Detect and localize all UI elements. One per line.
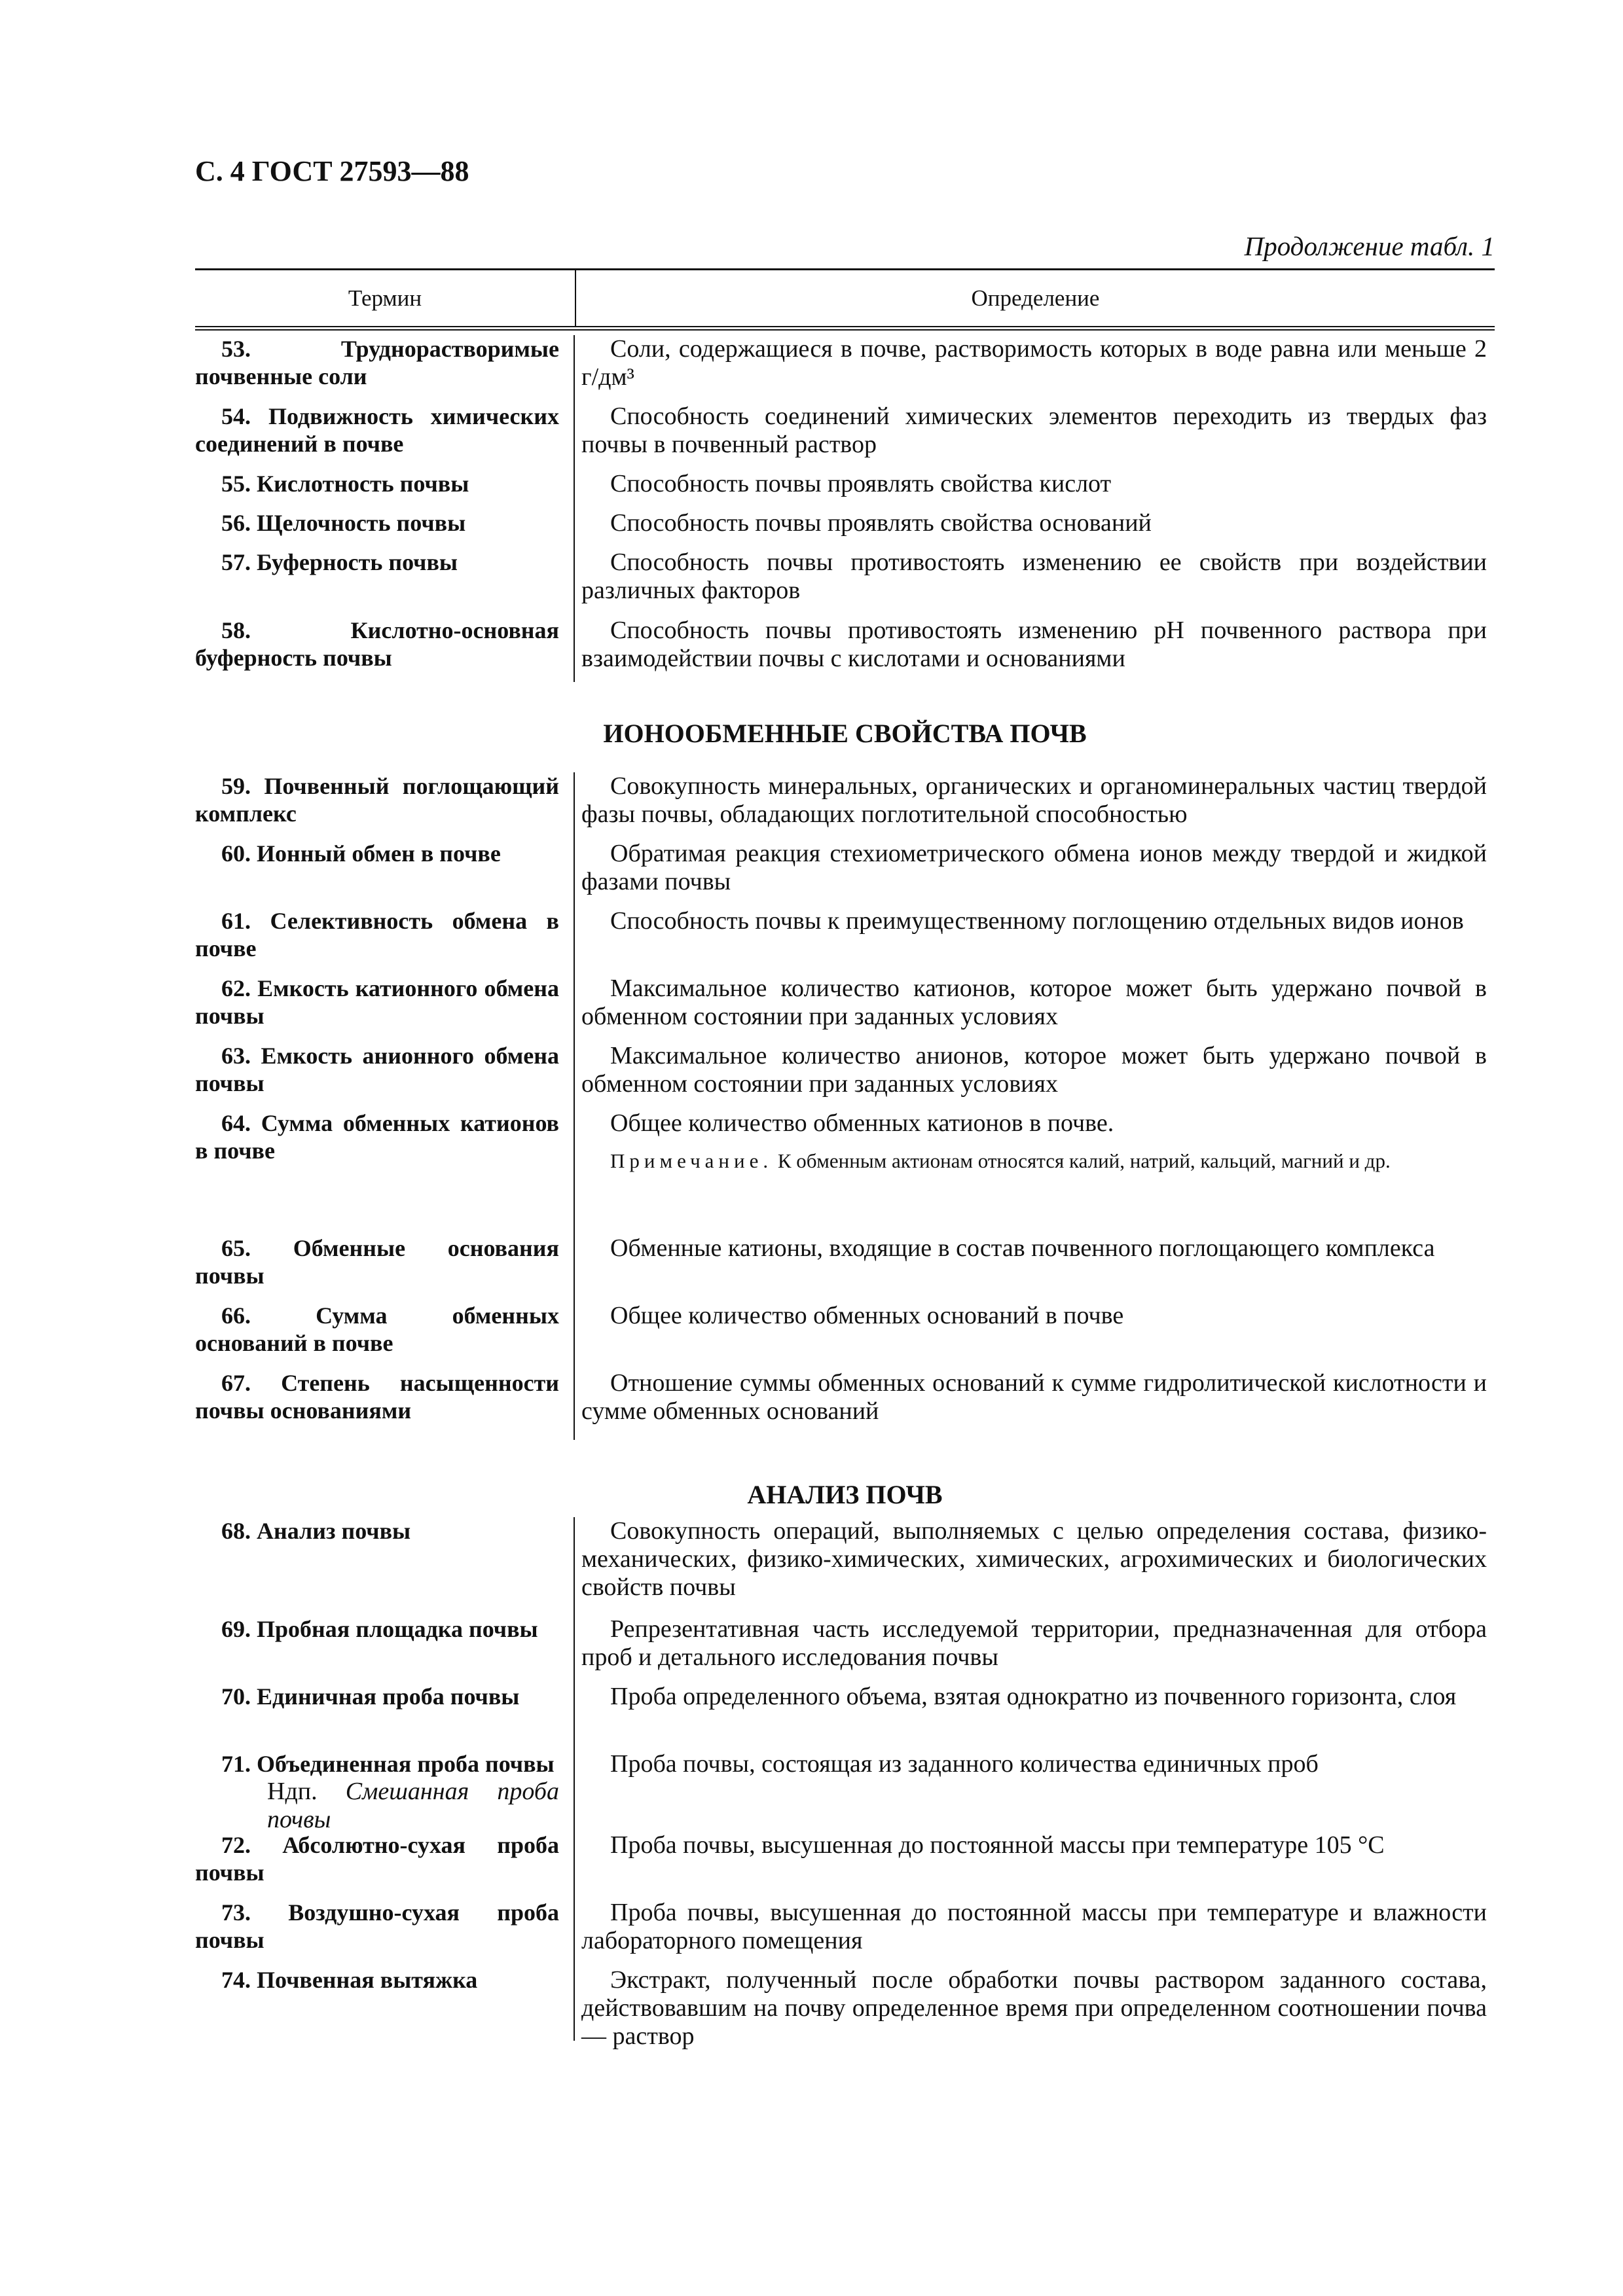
definition-text: Обменные катионы, входящие в состав почвенного поглощающего комплекса bbox=[610, 1234, 1435, 1262]
term-text: 58. Кислотно-основная буферность почвы bbox=[195, 617, 559, 671]
column-header-definition: Определение bbox=[575, 270, 1495, 326]
term-text: 69. Пробная площадка почвы bbox=[221, 1616, 538, 1642]
table-row bbox=[195, 1615, 1495, 1672]
definition-text: Проба почвы, состоящая из заданного количества единичных проб bbox=[610, 1750, 1319, 1778]
term-text: 62. Емкость катионного обмена почвы bbox=[195, 975, 559, 1029]
definition-text: Способность почвы проявлять свойства кислот bbox=[610, 470, 1112, 497]
definition-text: Способность почвы противостоять изменению ее свойств при воздействии различных факторов bbox=[581, 548, 1487, 604]
definition-text: Совокупность операций, выполняемых с целью определения состава, физико-механических, физико-химических, химических, агрохимических и биологических свойств почвы bbox=[581, 1517, 1487, 1601]
definition-text: Максимальное количество анионов, которое может быть удержано почвой в обменном состоянии при заданных условиях bbox=[581, 1042, 1487, 1098]
term-text: 60. Ионный обмен в почве bbox=[221, 840, 501, 867]
term-cell bbox=[195, 335, 567, 391]
definition-note bbox=[581, 1148, 1487, 1174]
term-cell bbox=[195, 975, 567, 1031]
table-row bbox=[195, 335, 1495, 391]
term-cell bbox=[195, 470, 567, 498]
term-cell bbox=[195, 772, 567, 829]
definition-cell bbox=[567, 772, 1487, 829]
term-cell bbox=[195, 1042, 567, 1098]
term-cell bbox=[195, 907, 567, 962]
term-text: 57. Буферность почвы bbox=[221, 549, 458, 575]
definition-cell bbox=[567, 1831, 1487, 1886]
definition-cell bbox=[567, 548, 1487, 605]
note-text: К обменным актионам относятся калий, натрий, кальций, магний и др. bbox=[777, 1149, 1391, 1172]
table-row bbox=[195, 1750, 1495, 1834]
definition-cell bbox=[567, 403, 1487, 459]
definition-text: Общее количество обменных катионов в почве. bbox=[610, 1109, 1114, 1137]
term-text: 71. Объединенная проба почвы bbox=[221, 1751, 555, 1777]
table-row bbox=[195, 1899, 1495, 1955]
term-text: 66. Сумма обменных оснований в почве bbox=[195, 1302, 559, 1356]
table-row bbox=[195, 1683, 1495, 1711]
term-text: 65. Обменные основания почвы bbox=[195, 1235, 559, 1289]
term-cell bbox=[195, 509, 567, 537]
term-cell bbox=[195, 840, 567, 896]
page-header: С. 4 ГОСТ 27593—88 bbox=[195, 155, 469, 187]
definition-text: Способность соединений химических элементов переходить из твердых фаз почвы в почвенный раствор bbox=[581, 403, 1487, 458]
table-row bbox=[195, 1831, 1495, 1886]
synonym-text: Смешанная проба почвы bbox=[267, 1778, 559, 1833]
definition-cell bbox=[567, 1966, 1487, 2051]
table-row bbox=[195, 1042, 1495, 1098]
table-row bbox=[195, 1234, 1495, 1289]
table-row bbox=[195, 1302, 1495, 1357]
term-cell bbox=[195, 1234, 567, 1289]
definition-cell bbox=[567, 617, 1487, 673]
definition-cell bbox=[567, 1302, 1487, 1357]
definition-cell bbox=[567, 1615, 1487, 1672]
term-cell bbox=[195, 1517, 567, 1602]
term-text: 55. Кислотность почвы bbox=[221, 471, 469, 497]
term-text: 70. Единичная проба почвы bbox=[221, 1683, 520, 1710]
term-text: 64. Сумма обменных катионов в почве bbox=[195, 1110, 559, 1164]
table-header bbox=[195, 268, 1495, 331]
term-cell bbox=[195, 1831, 567, 1886]
deprecated-synonym bbox=[195, 1778, 559, 1834]
definition-text: Проба определенного объема, взятая однократно из почвенного горизонта, слоя bbox=[610, 1683, 1457, 1710]
term-cell bbox=[195, 617, 567, 673]
term-text: 73. Воздушно-сухая проба почвы bbox=[195, 1899, 559, 1953]
term-cell bbox=[195, 1750, 567, 1834]
term-cell bbox=[195, 1899, 567, 1955]
definition-cell bbox=[567, 1042, 1487, 1098]
table-row bbox=[195, 840, 1495, 896]
definition-text: Экстракт, полученный после обработки почвы раствором заданного состава, действовавшим на почву определенное время при определенном соотношении почва — раствор bbox=[581, 1966, 1487, 2050]
term-text: 72. Абсолютно-сухая проба почвы bbox=[195, 1832, 559, 1886]
term-text: 53. Труднорастворимые почвенные соли bbox=[195, 336, 559, 389]
definition-cell bbox=[567, 509, 1487, 537]
definition-cell bbox=[567, 470, 1487, 498]
definition-cell bbox=[567, 840, 1487, 896]
definition-text: Способность почвы к преимущественному поглощению отдельных видов ионов bbox=[610, 907, 1464, 935]
term-text: 63. Емкость анионного обмена почвы bbox=[195, 1043, 559, 1096]
term-text: 74. Почвенная вытяжка bbox=[221, 1967, 478, 1993]
definition-cell bbox=[567, 1234, 1487, 1289]
term-cell bbox=[195, 1109, 567, 1174]
definition-text: Способность почвы противостоять изменению pH почвенного раствора при взаимодействии почвы с кислотами и основаниями bbox=[581, 617, 1487, 672]
term-cell bbox=[195, 1683, 567, 1711]
table-row bbox=[195, 1109, 1495, 1174]
definition-cell bbox=[567, 1517, 1487, 1602]
definition-text: Способность почвы проявлять свойства оснований bbox=[610, 509, 1152, 537]
terms-block-ion-exchange bbox=[195, 772, 1495, 1440]
term-text: 61. Селективность обмена в почве bbox=[195, 908, 559, 961]
table-row bbox=[195, 1369, 1495, 1426]
table-row bbox=[195, 1517, 1495, 1602]
definition-cell bbox=[567, 1369, 1487, 1426]
section-title-ion-exchange: ИОНООБМЕННЫЕ СВОЙСТВА ПОЧВ bbox=[603, 719, 1087, 748]
definition-text: Соли, содержащиеся в почве, растворимость которых в воде равна или меньше 2 г/дм³ bbox=[581, 335, 1487, 391]
definition-text: Отношение суммы обменных оснований к сумме гидролитической кислотности и сумме обменных оснований bbox=[581, 1369, 1487, 1425]
term-cell bbox=[195, 548, 567, 605]
definition-text: Максимальное количество катионов, которое может быть удержано почвой в обменном состоянии при заданных условиях bbox=[581, 975, 1487, 1030]
term-text: 56. Щелочность почвы bbox=[221, 510, 466, 536]
definition-cell bbox=[567, 335, 1487, 391]
definition-cell bbox=[567, 1683, 1487, 1711]
definition-cell bbox=[567, 1109, 1487, 1174]
terms-block-general bbox=[195, 335, 1495, 682]
definition-text: Общее количество обменных оснований в почве bbox=[610, 1302, 1124, 1329]
terms-block-soil-analysis bbox=[195, 1517, 1495, 2050]
term-text: 67. Степень насыщенности почвы основаниями bbox=[195, 1370, 559, 1424]
definition-cell bbox=[567, 1899, 1487, 1955]
definition-text: Проба почвы, высушенная до постоянной массы при температуре и влажности лабораторного помещения bbox=[581, 1899, 1487, 1954]
term-cell bbox=[195, 1966, 567, 2051]
section-title-soil-analysis: АНАЛИЗ ПОЧВ bbox=[747, 1480, 943, 1509]
definition-cell bbox=[567, 1750, 1487, 1834]
definition-cell bbox=[567, 907, 1487, 962]
table-row bbox=[195, 403, 1495, 459]
table-row bbox=[195, 772, 1495, 829]
definition-text: Обратимая реакция стехиометрического обмена ионов между твердой и жидкой фазами почвы bbox=[581, 840, 1487, 895]
table-row bbox=[195, 470, 1495, 498]
table-row bbox=[195, 975, 1495, 1031]
term-cell bbox=[195, 1302, 567, 1357]
definition-cell bbox=[567, 975, 1487, 1031]
term-text: 59. Почвенный поглощающий комплекс bbox=[195, 773, 559, 827]
synonym-prefix: Ндп. bbox=[267, 1778, 318, 1805]
table-row bbox=[195, 1966, 1495, 2051]
definition-text: Репрезентативная часть исследуемой территории, предназначенная для отбора проб и детального исследования почвы bbox=[581, 1615, 1487, 1671]
term-text: 68. Анализ почвы bbox=[221, 1518, 411, 1544]
term-cell bbox=[195, 1369, 567, 1426]
term-text: 54. Подвижность химических соединений в почве bbox=[195, 403, 559, 457]
note-label: Примечание. bbox=[610, 1149, 773, 1172]
table-row bbox=[195, 617, 1495, 673]
column-header-term: Термин bbox=[348, 285, 422, 311]
table-row bbox=[195, 548, 1495, 605]
term-cell bbox=[195, 403, 567, 459]
definition-text: Проба почвы, высушенная до постоянной массы при температуре 105 °С bbox=[610, 1831, 1385, 1859]
table-row bbox=[195, 907, 1495, 962]
table-row bbox=[195, 509, 1495, 537]
table-continuation-label: Продолжение табл. 1 bbox=[1244, 231, 1495, 261]
definition-text: Совокупность минеральных, органических и органоминеральных частиц твердой фазы почвы, обладающих поглотительной способностью bbox=[581, 772, 1487, 828]
term-cell bbox=[195, 1615, 567, 1672]
